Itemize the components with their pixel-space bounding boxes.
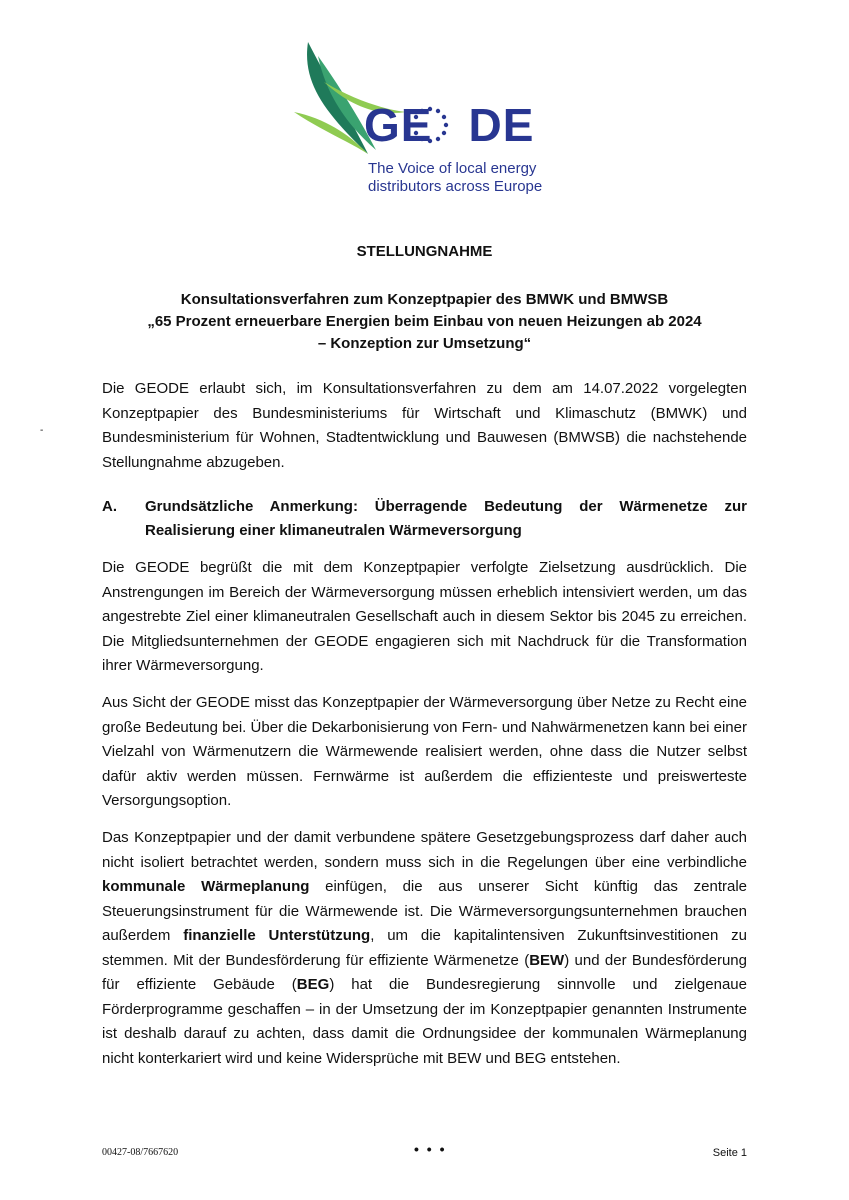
p3-bold-bew: BEW [529,951,565,969]
geode-logo [294,42,564,202]
tagline-line-2: distributors across Europe [368,178,543,195]
p3-text-5: ) hat die Bundesregierung sinnvolle und zielgenaue Förderprogramme geschaffen – in der Umsetzung der im Konzeptpapier genannten Instrumente ist deshalb darauf zu achten, dass damit die Ordnungsidee der kommunalen Wärmeplanung nicht konterkariert wird und keine Widersprüche mit BEW und BEG entstehen. [102,976,747,1067]
p3-bold-finanzielle-unterstuetzung: finanzielle Unterstützung [183,927,371,944]
document-subject [100,289,749,355]
intro-paragraph: Die GEODE erlaubt sich, im Konsultationsverfahren zu dem am 14.07.2022 vorgelegten Konzeptpapier des Bundesministeriums für Wirtschaft und Klimaschutz (BMWK) und Bundesministerium für Wohnen, Stadtentwicklung und Bauwesen (BMWSB) die nachstehende Stellungnahme abzugeben. [102,380,747,471]
section-a-heading [102,495,747,543]
section-a-paragraph-3 [102,826,747,1071]
section-letter: A. [102,498,117,515]
section-title: Grundsätzliche Anmerkung: Überragende Bedeutung der Wärmenetze zur Realisierung einer klimaneutralen Wärmeversorgung [145,498,747,539]
subject-line-3: – Konzeption zur Umsetzung“ [317,335,532,352]
section-a-paragraph-1: Die GEODE begrüßt die mit dem Konzeptpapier verfolgte Zielsetzung ausdrücklich. Die Anstrengungen im Bereich der Wärmeversorgung müssen erheblich intensiviert werden, um das angestrebte Ziel einer klimaneutralen Gesellschaft auch in diesem Sektor bis 2045 zu erreichen. Die Mitgliedsunternehmen der GEODE engagieren sich mit Nachdruck für die Transformation ihrer Wärmeversorgung. [102,559,747,674]
tagline-line-1: The Voice of local energy [368,160,537,177]
subject-line-2: „65 Prozent erneuerbare Energien beim Einbau von neuen Heizungen ab 2024 [147,313,702,330]
p3-text-4: ) und der Bundesförderung für effiziente Gebäude ( [102,951,747,993]
p3-text-3: , um die kapitalintensiven Zukunftsinvestitionen zu stemmen. Mit der Bundesförderung für effiziente Wärmenetze ( [102,927,747,969]
p3-bold-beg: BEG [296,976,330,993]
footer-page-number: Seite 1 [712,1147,747,1159]
margin-mark: - [40,425,44,436]
document-type: STELLUNGNAHME [356,243,493,260]
p3-bold-kommunale-waermeplanung: kommunale Wärmeplanung [102,878,310,895]
footer-dots: • • • [414,1141,447,1157]
logo-tagline [368,160,542,196]
section-a-paragraph-2: Aus Sicht der GEODE misst das Konzeptpapier der Wärmeversorgung über Netze zu Recht eine große Bedeutung bei. Über die Dekarbonisierung von Fern- und Nahwärmenetzen kann bei einer Vielzahl von Wärmenutzern die Wärmewende realisiert werden, ohne dass die Nutzer selbst dafür aktiv werden müssen. Fernwärme ist außerdem die effizienteste und preiswerteste Versorgungsoption. [102,694,747,809]
subject-line-1: Konsultationsverfahren zum Konzeptpapier des BMWK und BMWSB [180,291,669,308]
footer-reference: 00427-08/7667620 [102,1147,179,1158]
logo-wordmark: GE DE [364,99,535,151]
p3-text-2: einfügen, die aus unserer Sicht künftig das zentrale Steuerungsinstrument für die Wärmewende ist. Die Wärmeversorgungsunternehmen brauchen außerdem [102,878,747,944]
p3-text-1: Das Konzeptpapier und der damit verbundene spätere Gesetzgebungsprozess darf daher auch nicht isoliert betrachtet werden, sondern muss sich in die Regelungen über eine verbindliche [102,829,747,871]
